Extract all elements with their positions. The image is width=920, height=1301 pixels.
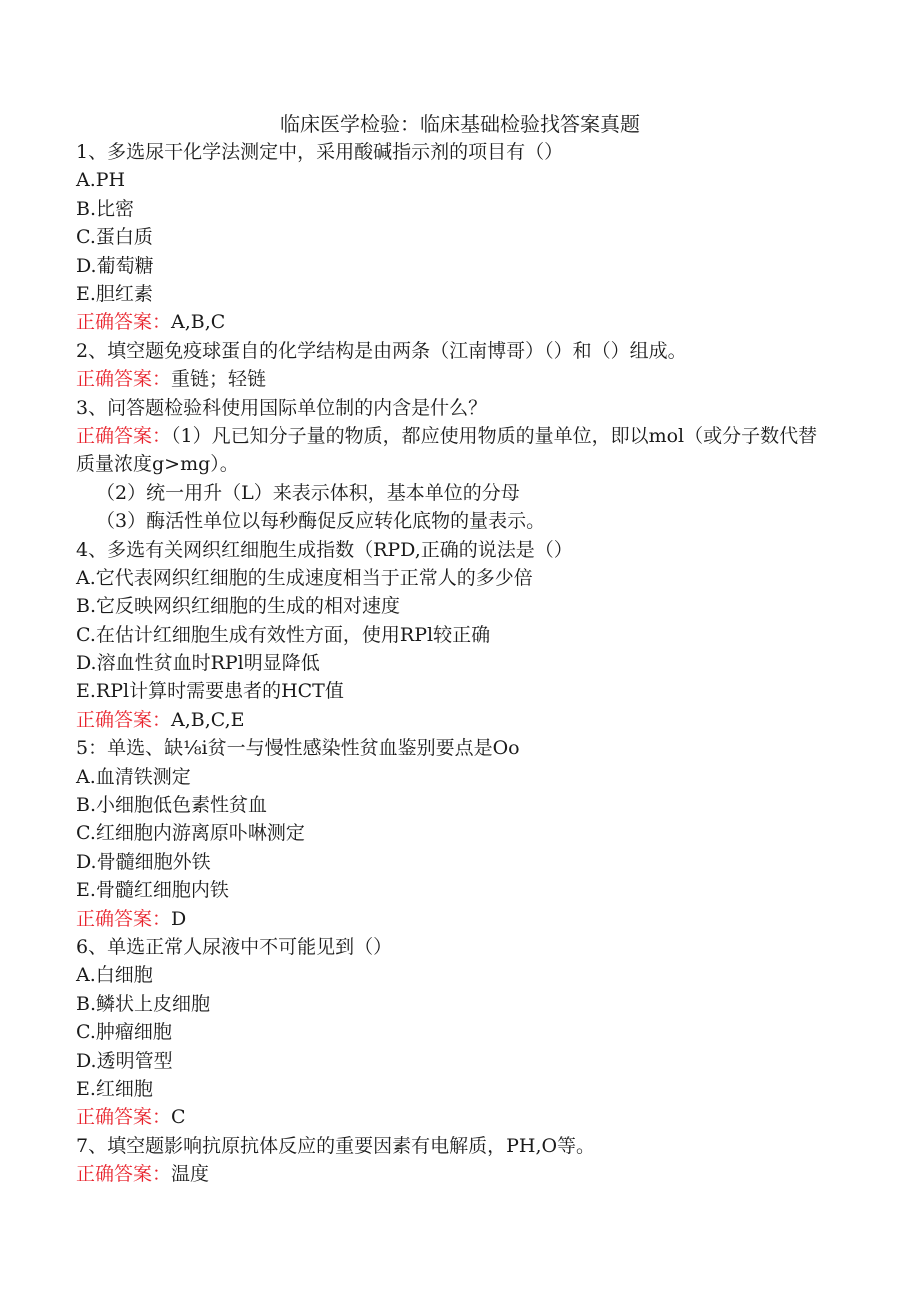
answer-label: 正确答案： (76, 368, 172, 391)
question-stem: 2、填空题免疫球蛋自的化学结构是由两条（江南博哥）（）和（）组成。 (76, 339, 687, 362)
question-stem: 6、单选正常人尿液中不可能见到（） (76, 935, 393, 958)
answer-label: 正确答案： (76, 708, 172, 731)
question-option: A.白细胞 (76, 964, 153, 987)
document-title: 临床医学检验：临床基础检验找答案真题 (280, 112, 640, 136)
answer-label: 正确答案： (76, 907, 172, 930)
question-option: D.葡萄糖 (76, 254, 154, 277)
question-option: B.它反映网织红细胞的生成的相对速度 (76, 595, 401, 618)
answer-label: 正确答案： (76, 424, 172, 447)
answer-continuation: （2）统一用升（L）来表示体积，基本单位的分母 (96, 481, 520, 504)
answer-value: D (171, 907, 187, 930)
question-stem: 7、填空题影响抗原抗体反应的重要因素有电解质，PH,O等。 (76, 1134, 596, 1157)
question-stem: 5：单选、缺⅛i贫一与慢性感染性贫血鉴别要点是Oo (76, 737, 520, 760)
question-stem: 4、多选有关网织红细胞生成指数（RPD,正确的说法是（） (76, 538, 573, 561)
answer-row (76, 422, 836, 479)
answer-value: （1）凡已知分子量的物质，都应使用物质的量单位，即以mol（或分子数代替质量浓度g>mg）。 (76, 424, 818, 476)
question-option: C.在估计红细胞生成有效性方面，使用RPl较正确 (76, 623, 491, 646)
answer-continuation: （3）酶活性单位以每秒酶促反应转化底物的量表示。 (96, 510, 546, 533)
question-option: C.红细胞内游离原卟啉测定 (76, 822, 305, 845)
question-option: E.骨髓红细胞内铁 (76, 879, 229, 902)
answer-row (76, 365, 836, 393)
answer-value: 重链；轻链 (171, 368, 267, 391)
answer-row (76, 1160, 836, 1188)
answer-value: A,B,C (171, 311, 226, 334)
question-option: B.比密 (76, 197, 135, 220)
answer-row (76, 308, 836, 336)
question-option: C.肿瘤细胞 (76, 1021, 172, 1044)
answer-row (76, 706, 836, 734)
question-stem: 3、问答题检验科使用国际单位制的内含是什么？ (76, 396, 488, 419)
answer-value: C (171, 1106, 186, 1129)
question-option: A.PH (76, 169, 126, 192)
answer-value: 温度 (171, 1163, 210, 1186)
answer-row (76, 905, 836, 933)
question-option: A.它代表网织红细胞的生成速度相当于正常人的多少倍 (76, 566, 533, 589)
question-option: D.骨髓细胞外铁 (76, 850, 211, 873)
question-option: B.小细胞低色素性贫血 (76, 794, 268, 817)
question-stem: 1、多选尿干化学法测定中，采用酸碱指示剂的项目有（） (76, 141, 564, 163)
answer-value: A,B,C,E (171, 708, 245, 731)
question-option: D.透明管型 (76, 1049, 173, 1072)
answer-label: 正确答案： (76, 1106, 172, 1129)
question-option: E.胆红素 (76, 282, 153, 305)
answer-label: 正确答案： (76, 1163, 172, 1186)
question-option: B.鳞状上皮细胞 (76, 992, 211, 1015)
question-option: E.红细胞 (76, 1077, 153, 1100)
question-option: A.血清铁测定 (76, 765, 191, 788)
question-option: C.蛋白质 (76, 226, 153, 249)
answer-row (76, 1103, 836, 1131)
answer-label: 正确答案： (76, 311, 172, 334)
question-option: D.溶血性贫血时RPl明显降低 (76, 652, 320, 675)
question-list (76, 138, 836, 1188)
question-option: E.RPl计算时需要患者的HCT值 (76, 680, 344, 703)
